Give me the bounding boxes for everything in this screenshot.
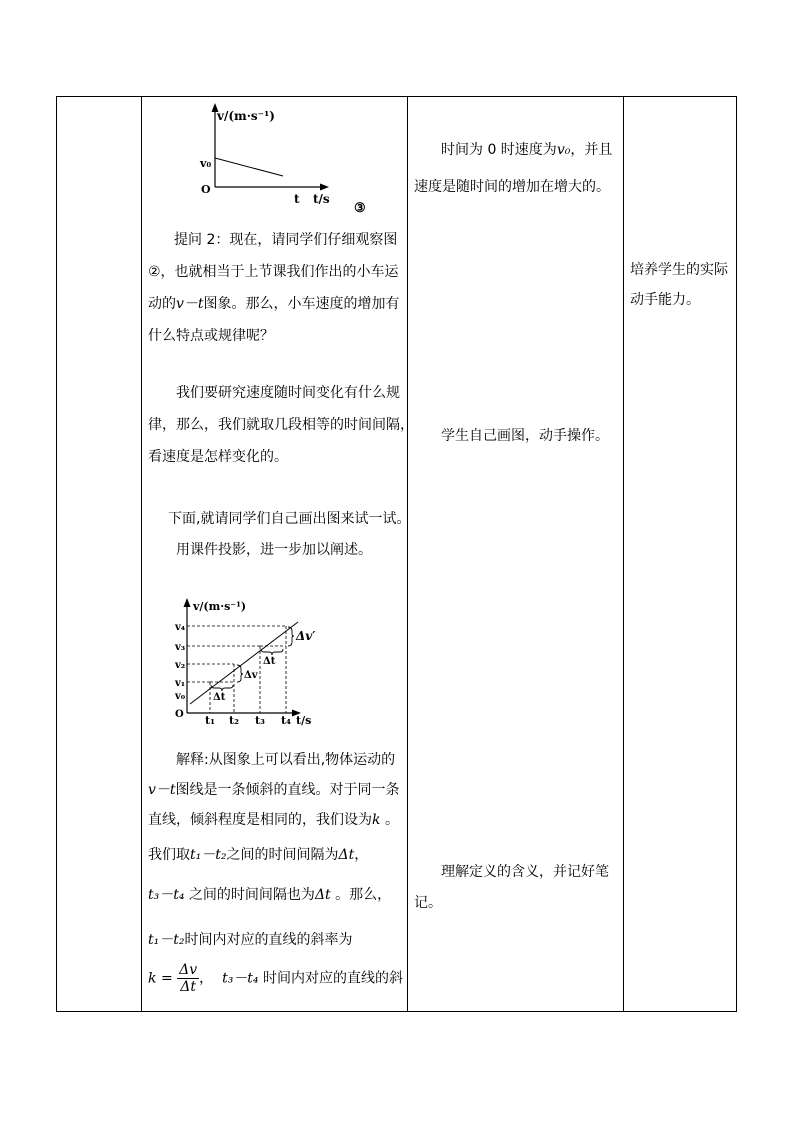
delta-v-prime-brace	[288, 627, 294, 646]
velocity-time-graph-2	[170, 596, 330, 730]
explanation-line-7: k = $\frac{\Delta v}{\Delta t}$ ， t₃－t₄ 时间内对应的直线的斜	[148, 962, 403, 995]
guide-lines	[187, 626, 286, 713]
student-activity-2: 学生自己画图，动手操作。	[441, 428, 609, 444]
paragraph-1-line-1: 我们要研究速度随时间变化有什么规	[176, 385, 400, 401]
velocity-line	[215, 158, 283, 176]
question-2-line-3: 动的v－t图象。那么，小车速度的增加有	[148, 296, 400, 312]
t3-label: t₃	[255, 714, 265, 727]
t-label: t	[294, 192, 300, 206]
y-axis-label: v/(m·s⁻¹)	[193, 600, 247, 613]
explanation-line-4: 我们取t₁－t₂之间的时间间隔为Δt，	[148, 847, 369, 863]
question-2-line-4: 什么特点或规律呢？	[148, 328, 274, 344]
column-divider	[141, 97, 142, 1011]
student-activity-3-line-2: 记。	[414, 895, 442, 911]
paragraph-2: 下面,就请同学们自己画出图来试一试。	[168, 511, 411, 527]
t1-label: t₁	[205, 714, 215, 727]
design-intent-line-2: 动手能力。	[630, 292, 700, 308]
explanation-line-5: t₃－t₄ 之间的时间间隔也为Δt 。那么，	[148, 887, 392, 903]
velocity-line	[190, 622, 298, 704]
slope-fraction: $\frac{\Delta v}{\Delta t}$	[179, 962, 198, 995]
student-activity-1-line-2: 速度是随时间的增加在增大的。	[414, 179, 610, 195]
y-axis-arrow	[184, 598, 191, 607]
question-2-line-2: ②，也就相当于上节课我们作出的小车运	[148, 264, 399, 280]
y-axis-label: v/(m·s⁻¹)	[217, 109, 275, 123]
origin-label: O	[175, 709, 184, 720]
question-2-line-1: 提问 2：现在，请同学们仔细观察图	[174, 232, 398, 248]
figure-number: ③	[354, 201, 366, 215]
delta-t-label-2: Δt	[263, 656, 276, 667]
v0-label: v₀	[200, 157, 212, 170]
v1-label: v₁	[175, 678, 186, 689]
x-axis-label: t/s	[313, 192, 330, 206]
t2-label: t₂	[229, 714, 239, 727]
v3-label: v₃	[175, 642, 186, 653]
explanation-line-3: 直线，倾斜程度是相同的，我们设为k 。	[148, 812, 399, 828]
column-divider	[623, 97, 624, 1011]
x-axis-label: t/s	[296, 714, 312, 727]
delta-t-brace-2	[261, 649, 283, 655]
paragraph-3: 用课件投影，进一步加以阐述。	[176, 542, 372, 558]
explanation-line-6: t₁－t₂时间内对应的直线的斜率为	[148, 932, 353, 948]
paragraph-1-line-2: 律，那么，我们就取几段相等的时间间隔，	[148, 417, 414, 433]
v4-label: v₄	[175, 622, 186, 633]
student-activity-1-line-1: 时间为 0 时速度为v₀，并且	[441, 142, 613, 158]
design-intent-line-1: 培养学生的实际	[630, 262, 728, 278]
v0-label: v₀	[175, 691, 186, 702]
x-axis-arrow	[320, 184, 329, 191]
velocity-time-graph-1	[193, 103, 378, 215]
paragraph-1-line-3: 看速度是怎样变化的。	[148, 449, 288, 465]
explanation-line-2: v－t图线是一条倾斜的直线。对于同一条	[148, 782, 400, 798]
origin-label: O	[201, 183, 211, 196]
delta-v-label: Δv	[244, 670, 258, 681]
t4-label: t₄	[281, 714, 291, 727]
column-divider	[407, 97, 408, 1011]
delta-t-label-1: Δt	[213, 692, 226, 703]
delta-v-prime-label: Δv′	[296, 629, 316, 643]
explanation-line-1: 解释:从图象上可以看出,物体运动的	[176, 752, 396, 768]
v2-label: v₂	[175, 660, 186, 671]
student-activity-3-line-1: 理解定义的含义，并记好笔	[441, 864, 609, 880]
